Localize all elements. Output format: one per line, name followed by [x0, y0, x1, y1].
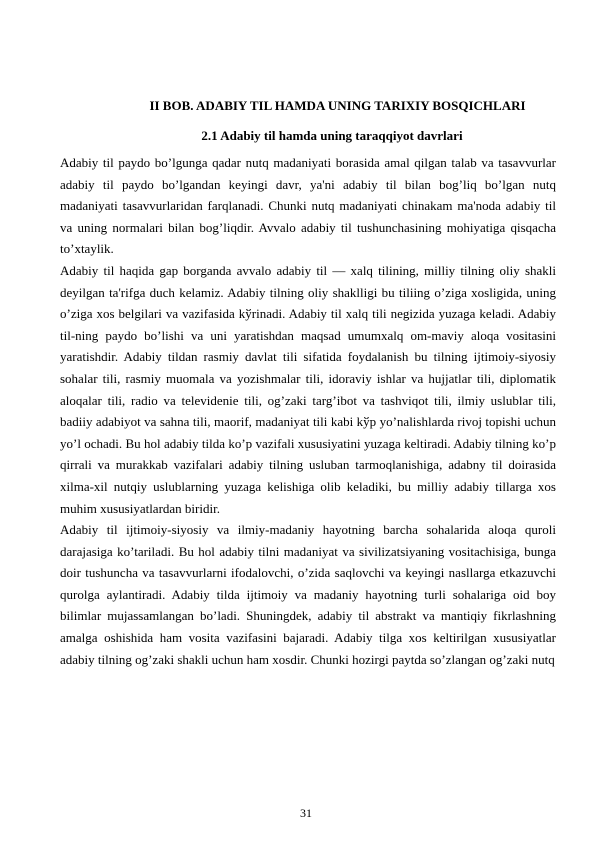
body-text [60, 152, 556, 670]
paragraph-2: Adabiy til haqida gap borganda avvalo adabiy til — xalq tilining, milliy tilning oliy shakli deyilgan ta'rifga duch kelamiz. Adabiy tilning oliy shaklligi bu tiliing o’ziga xosligida, uning o’ziga xos belgilari va vazifasida kўrinadi. Adabiy til xalq tili negizida yuzaga keladi. Adabiy til-ning paydo bo’lishi va uni yaratishdan maqsad umumxalq om-maviy aloqa vositasini yaratishdir. Adabiy tildan rasmiy davlat tili sifatida foydalanish bu tilning ijtimoiy-siyosiy sohalar tili, rasmiy muomala va yozishmalar tili, idoraviy ishlar va hujjatlar tili, diplomatik aloqalar tili, radio va televidenie tili, og’zaki targ’ibot va tashviqot tili, ilmiy uslublar tili, badiiy adabiyot va sahna tili, maorif, madaniyat tili kabi kўp yo’nalishlarda rivoj topishi uchun yo’l ochadi. Bu hol adabiy tilda ko’p vazifali xususiyatini yuzaga keltiradi. Adabiy tilning ko’p qirrali va murakkab vazifalari adabiy tilning usluban tarmoqlanishiga, adabny til doirasida xilma-xil nutqiy uslublarning yuzaga kelishiga olib keladiki, bu milliy adabiy tillarga xos muhim xususiyatlardan biridir. [60, 262, 556, 516]
chapter-title: II BOB. ADABIY TIL HAMDA UNING TARIXIY BOSQICHLARI [149, 98, 526, 113]
paragraph-1: Adabiy til paydo bo’lgunga qadar nutq madaniyati borasida amal qilgan talab va tasavvurlar adabiy til paydo bo’lgandan keyingi davr, ya'ni adabiy til bilan bog’liq bo’lgan nutq madaniyati tasavvurlaridan farqlanadi. Chunki nutq madaniyati chinakam ma'noda adabiy til va uning normalari bilan bog’liqdir. Avvalo adabiy til tushunchasining mohiyatiga qisqacha to’xtaylik. [60, 155, 556, 257]
paragraph-3: Adabiy til ijtimoiy-siyosiy va ilmiy-madaniy hayotning barcha sohalarida aloqa quroli darajasiga ko’tariladi. Bu hol adabiy tilni madaniyat va sivilizatsiyaning vositachisiga, bunga doir tushuncha va tasavvurlarni ifodalovchi, o’zida saqlovchi va keyingi nasllarga etkazuvchi qurolga aylantiradi. Adabiy tilda ijtimoiy va madaniy hayotning turli sohalariga oid boy bilimlar mujassamlangan bo’ladi. Shuningdek, adabiy til abstrakt va mantiqiy fikrlashning amalga oshishida ham vosita vazifasini bajaradi. Adabiy tilga xos keltirilgan xususiyatlar adabiy tilning og’zaki shakli uchun ham xosdir. Chunki hozirgi paytda so’zlangan og’zaki nutq [60, 522, 556, 667]
page-number: 31 [300, 806, 312, 820]
section-title: 2.1 Adabiy til hamda uning taraqqiyot davrlari [201, 128, 463, 143]
